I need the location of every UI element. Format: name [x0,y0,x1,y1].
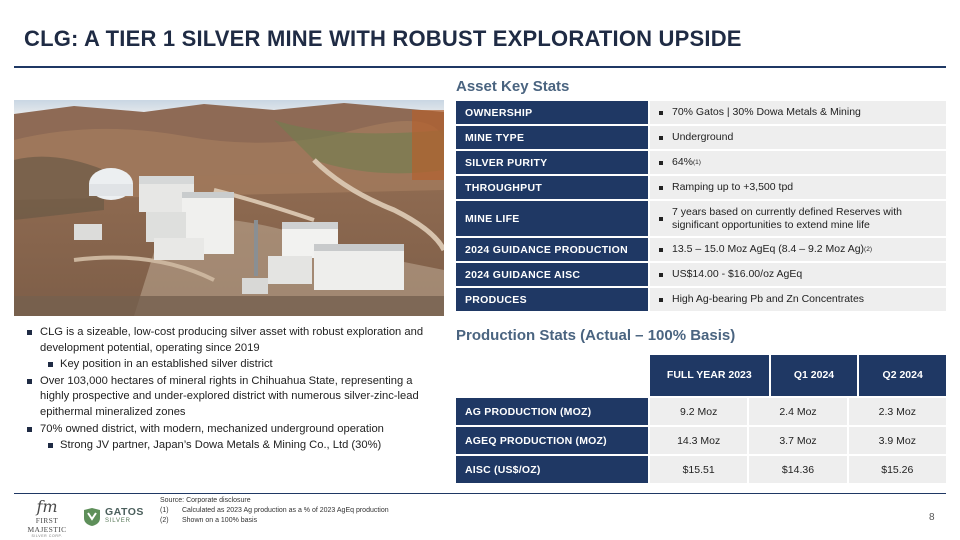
stat-value: 64% (1) [650,151,946,174]
bullet-item: Over 103,000 hectares of mineral rights in Chihuahua State, representing a highly prospective and under-explored district with numerous silver-zinc-lead epithermal mineralized zones [24,374,444,421]
fm-subtitle: SILVER CORP. [31,534,63,538]
table-row [456,263,946,286]
table-row [456,101,946,124]
table-row [456,176,946,199]
stat-label: SILVER PURITY [456,151,648,174]
stat-label: PRODUCES [456,288,648,311]
bullet-item: CLG is a sizeable, low-cost producing silver asset with robust exploration and development potential, operating since 2019 [24,325,444,356]
footnote: (1) Calculated as 2023 Ag production as a % of 2023 AgEq production [160,507,389,514]
table-cell: 3.7 Moz [749,427,846,454]
gatos-shield-icon [82,507,102,527]
slide-title: CLG: A TIER 1 SILVER MINE WITH ROBUST EXPLORATION UPSIDE [24,26,742,51]
table-cell: $14.36 [749,456,846,483]
stat-value: 7 years based on currently defined Reserves with significant opportunities to extend mine life [650,201,946,236]
gatos-name: GATOS [105,506,144,518]
stat-value: 70% Gatos | 30% Dowa Metals & Mining [650,101,946,124]
table-cell: 3.9 Moz [849,427,946,454]
stat-label: 2024 GUIDANCE AISC [456,263,648,286]
footnotes [160,496,389,526]
title-divider [14,66,946,68]
sub-bullet-item: Strong JV partner, Japan’s Dowa Metals & Mining Co., Ltd (30%) [24,438,444,454]
fm-name: FIRST MAJESTIC [27,516,67,534]
column-header: Q2 2024 [859,355,946,396]
table-row [456,288,946,311]
table-cell: 9.2 Moz [650,398,747,425]
table-row [456,201,946,236]
blank-header-cell [456,355,648,396]
stat-value: US$14.00 - $16.00/oz AgEq [650,263,946,286]
table-row [456,398,946,425]
table-header-row [456,355,946,396]
table-cell: 14.3 Moz [650,427,747,454]
asset-key-stats-heading: Asset Key Stats [456,78,570,95]
row-label: AGEQ PRODUCTION (MOZ) [456,427,648,454]
table-cell: $15.26 [849,456,946,483]
stat-label: MINE LIFE [456,201,648,236]
row-label: AG PRODUCTION (MOZ) [456,398,648,425]
stat-label: 2024 GUIDANCE PRODUCTION [456,238,648,261]
gatos-subtitle: SILVER [105,518,131,524]
footer-divider [14,493,946,494]
mine-site-photo [14,100,444,316]
summary-bullets [24,325,444,455]
table-row [456,126,946,149]
table-row [456,456,946,483]
table-cell: $15.51 [650,456,747,483]
stat-value: Ramping up to +3,500 tpd [650,176,946,199]
column-header: FULL YEAR 2023 [650,355,769,396]
sub-bullet-item: Key position in an established silver district [24,357,444,373]
table-row [456,238,946,261]
stat-value: 13.5 – 15.0 Moz AgEq (8.4 – 9.2 Moz Ag) (2) [650,238,946,261]
footnote: (2) Shown on a 100% basis [160,517,258,524]
stat-value: High Ag-bearing Pb and Zn Concentrates [650,288,946,311]
page-number: 8 [929,512,935,523]
row-label: AISC (US$/OZ) [456,456,648,483]
first-majestic-logo [18,498,76,536]
column-header: Q1 2024 [771,355,858,396]
source-note: Source: Corporate disclosure [160,497,251,504]
asset-key-stats-table [456,101,946,313]
table-row [456,151,946,174]
stat-label: OWNERSHIP [456,101,648,124]
production-stats-heading: Production Stats (Actual – 100% Basis) [456,327,736,344]
bullet-item: 70% owned district, with modern, mechanized underground operation [24,422,444,438]
fm-monogram: fm [36,497,58,516]
table-row [456,427,946,454]
stat-label: MINE TYPE [456,126,648,149]
stat-value: Underground [650,126,946,149]
production-stats-table [456,355,946,485]
stat-label: THROUGHPUT [456,176,648,199]
table-cell: 2.3 Moz [849,398,946,425]
gatos-silver-logo [82,505,144,529]
table-cell: 2.4 Moz [749,398,846,425]
